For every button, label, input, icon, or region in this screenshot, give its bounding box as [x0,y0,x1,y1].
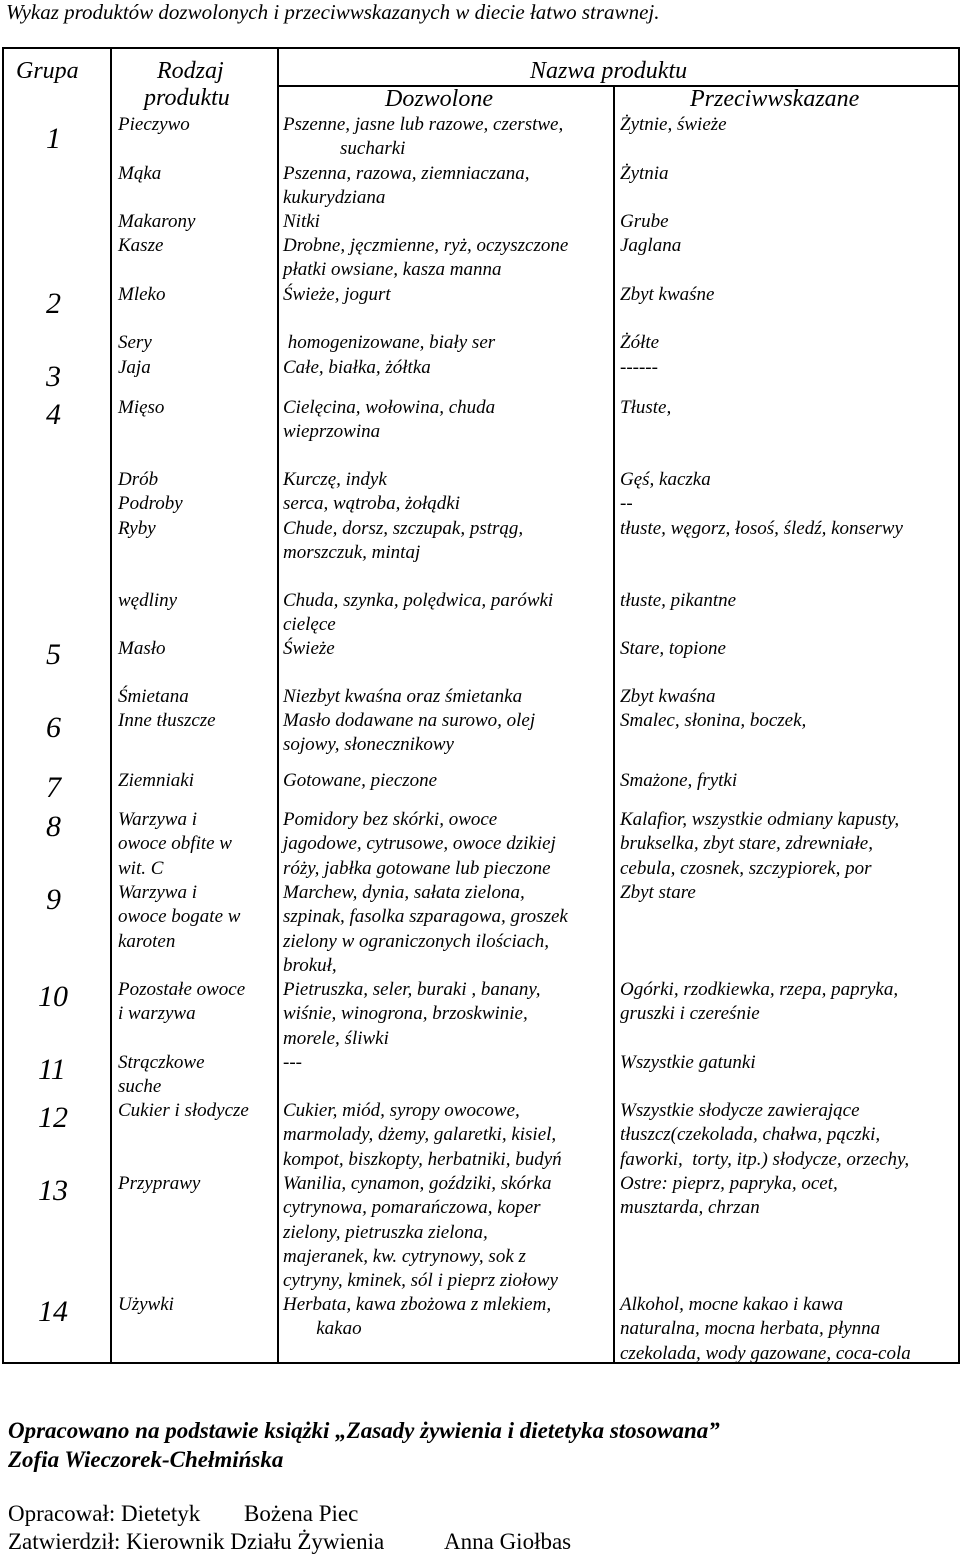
product-type-cell-line: Śmietana [118,686,189,707]
product-type-cell [118,162,161,186]
forbidden-cell-line: Grube [620,211,669,232]
forbidden-cell-line: Zbyt kwaśne [620,284,715,305]
product-type-cell [118,396,164,420]
forbidden-cell-line: Wszystkie gatunki [620,1052,756,1073]
allowed-cell-line: Pszenna, razowa, ziemniaczana, [283,163,530,184]
forbidden-cell [620,162,669,186]
forbidden-cell [620,468,903,541]
product-type-cell [118,210,195,234]
table-right-border [958,47,960,1363]
allowed-cell [283,283,391,307]
allowed-cell-line: Całe, białka, żółtka [283,357,431,378]
allowed-cell-line: brokuł, [283,954,337,976]
forbidden-cell [620,283,714,307]
product-type-cell-line: owoce obfite w [118,833,232,855]
product-type-cell-line: Przyprawy [118,1173,201,1194]
product-type-cell [118,234,163,258]
product-type-cell-line: Kasze [118,235,164,256]
product-type-cell-line: owoce bogate w [118,906,241,928]
group-number: 10 [38,980,68,1013]
document-title: Wykaz produktów dozwolonych i przeciwwskazanych w diecie łatwo strawnej. [6,0,660,24]
forbidden-cell [620,356,658,380]
allowed-cell-line: cytrynowa, pomarańczowa, koper [283,1197,541,1219]
product-type-cell-line: Używki [118,1294,174,1315]
allowed-cell [283,881,568,978]
forbidden-cell [620,331,659,355]
table-top-border [2,47,960,49]
allowed-cell-line: marmolady, dżemy, galaretki, kisiel, [283,1124,557,1146]
product-type-cell [118,113,190,137]
product-type-cell-line: wit. C [118,857,164,879]
product-type-cell-line: Mięso [118,397,165,418]
allowed-cell-line: Wanilia, cynamon, goździki, skórka [283,1173,552,1194]
allowed-cell [283,1051,302,1075]
forbidden-cell-line: -- [620,493,633,515]
source-line-1: Opracowano na podstawie książki „Zasady żywienia i dietetyka stosowana” [8,1418,720,1443]
product-type-cell [118,356,151,380]
allowed-cell-line: kakao [283,1318,362,1340]
allowed-cell-line: homogenizowane, biały ser [283,332,496,353]
allowed-cell-line: Świeże [283,638,335,659]
allowed-cell [283,162,529,211]
product-type-cell-line: Makarony [118,211,196,232]
group-number: 12 [38,1101,68,1134]
allowed-cell [283,234,568,283]
forbidden-cell [620,978,898,1027]
allowed-cell-line: Chuda, szynka, polędwica, parówki [283,590,554,611]
allowed-cell-line: majeranek, kw. cytrynowy, sok z [283,1245,526,1267]
product-type-cell-line: Mleko [118,284,166,305]
product-type-cell [118,637,166,661]
forbidden-cell-line: Ogórki, rzodkiewka, rzepa, papryka, [620,979,899,1000]
approved-name: Anna Giołbas [444,1529,572,1554]
product-type-cell-line: suche [118,1076,162,1098]
forbidden-cell-line: Zbyt kwaśna [620,686,716,707]
allowed-cell [283,685,522,709]
allowed-cell [283,637,335,661]
allowed-cell-line: zielony w ograniczonych ilościach, [283,930,549,952]
forbidden-cell-line: naturalna, mocna herbata, płynna [620,1318,881,1340]
allowed-cell-line: sucharki [283,138,406,160]
allowed-cell-line: --- [283,1052,302,1073]
allowed-cell-line: wieprzowina [283,421,381,443]
product-type-cell [118,685,189,709]
allowed-cell-line: Pomidory bez skórki, owoce [283,809,498,830]
forbidden-cell-line: cebula, czosnek, szczypiorek, por [620,857,872,879]
group-number: 1 [46,122,61,155]
group-number: 5 [46,638,61,671]
allowed-cell-line: Pietruszka, seler, buraki , banany, [283,979,541,1000]
product-type-cell-line: wędliny [118,590,178,611]
forbidden-cell-line: Tłuste, [620,397,672,418]
allowed-cell-line: Cukier, miód, syropy owocowe, [283,1100,520,1121]
forbidden-cell [620,589,736,613]
allowed-cell [283,396,495,445]
product-type-cell [118,331,152,355]
allowed-cell-line: sojowy, słonecznikowy [283,734,454,756]
header-type-line1: Rodzaj [157,58,224,84]
allowed-cell-line: płatki owsiane, kasza manna [283,259,502,281]
forbidden-cell-line: Żytnia [620,163,669,184]
column-divider-allowed [613,85,615,1363]
source-line-2: Zofia Wieczorek-Chełmińska [8,1447,284,1472]
allowed-cell-line: cytryny, kminek, sól i pieprz ziołowy [283,1270,558,1292]
product-type-cell-line: Warzywa i [118,882,198,903]
allowed-cell [283,113,563,162]
group-number: 6 [46,711,61,744]
forbidden-cell [620,1293,911,1366]
product-type-cell [118,589,177,613]
forbidden-cell [620,769,737,793]
allowed-cell-line: róży, jabłka gotowane lub pieczone [283,857,551,879]
forbidden-cell-line: Wszystkie słodycze zawierające [620,1100,860,1121]
forbidden-cell-line: tłuste, węgorz, łosoś, śledź, konserwy [620,517,903,539]
forbidden-cell-line: Żytnie, świeże [620,114,727,135]
group-number: 9 [46,883,61,916]
group-number: 4 [46,398,61,431]
forbidden-cell [620,1051,756,1075]
allowed-cell-line: Gotowane, pieczone [283,770,438,791]
prepared-label: Opracował: Dietetyk [8,1501,201,1526]
forbidden-cell-line: musztarda, chrzan [620,1197,760,1219]
table-left-border [2,47,4,1363]
forbidden-cell [620,637,726,661]
allowed-cell [283,331,495,355]
allowed-cell [283,1293,551,1342]
allowed-cell-line: cielęce [283,614,336,636]
forbidden-cell [620,113,727,137]
allowed-cell-line: Cielęcina, wołowina, chuda [283,397,496,418]
allowed-cell-line: serca, wątroba, żołądki [283,493,460,515]
allowed-cell-line: Kurczę, indyk [283,469,387,490]
allowed-cell [283,356,431,380]
group-number: 3 [46,360,61,393]
allowed-cell [283,210,320,234]
forbidden-cell-line: Smażone, frytki [620,770,738,791]
allowed-cell-line: kompot, biszkopty, herbatniki, budyń [283,1148,562,1170]
product-type-cell [118,1172,200,1196]
product-type-cell [118,1293,174,1317]
forbidden-cell-line: faworki, torty, itp.) słodycze, orzechy, [620,1148,910,1170]
prepared-name: Bożena Piec [244,1501,359,1526]
allowed-cell [283,978,541,1051]
product-type-cell-line: Masło [118,638,166,659]
allowed-cell [283,1172,558,1293]
allowed-cell [283,589,553,638]
product-type-cell-line: Cukier i słodycze [118,1100,249,1121]
allowed-cell-line: Drobne, jęczmienne, ryż, oczyszczone [283,235,569,256]
forbidden-cell [620,881,696,905]
forbidden-cell [620,210,669,234]
allowed-cell-line: Chude, dorsz, szczupak, pstrąg, [283,517,524,539]
allowed-cell-line: Nitki [283,211,320,232]
forbidden-cell [620,234,681,258]
column-divider-type [277,47,279,1363]
allowed-cell-line: zielony, pietruszka zielona, [283,1221,488,1243]
forbidden-cell [620,685,716,709]
product-type-cell-line: Warzywa i [118,809,198,830]
product-type-cell [118,978,245,1027]
approved-label: Zatwierdził: Kierownik Działu Żywienia [8,1529,385,1554]
forbidden-cell [620,709,806,733]
header-group: Grupa [16,58,79,84]
forbidden-cell-line: czekolada, wody gazowane, coca-cola [620,1342,911,1364]
allowed-cell-line: Pszenne, jasne lub razowe, czerstwe, [283,114,564,135]
product-type-cell [118,1099,249,1123]
group-number: 13 [38,1174,68,1207]
allowed-cell-line: Marchew, dynia, sałata zielona, [283,882,525,903]
forbidden-cell-line: Stare, topione [620,638,726,659]
allowed-cell-line: Masło dodawane na surowo, olej [283,710,536,731]
allowed-cell-line: jagodowe, cytrusowe, owoce dzikiej [283,833,556,855]
product-type-cell [118,808,232,881]
product-type-cell-line: karoten [118,930,176,952]
allowed-cell-line: kukurydziana [283,187,386,209]
forbidden-cell-line: Kalafior, wszystkie odmiany kapusty, [620,809,900,830]
product-type-cell-line: Jaja [118,357,151,378]
allowed-cell-line: Niezbyt kwaśna oraz śmietanka [283,686,523,707]
product-type-cell [118,283,165,307]
forbidden-cell-line: brukselka, zbyt stare, zdrewniałe, [620,833,873,855]
product-type-cell [118,468,183,541]
allowed-cell [283,468,523,565]
forbidden-cell-line: Alkohol, mocne kakao i kawa [620,1294,844,1315]
header-allowed: Dozwolone [385,86,493,112]
allowed-cell-line: morszczuk, mintaj [283,541,421,563]
forbidden-cell-line: Gęś, kaczka [620,469,711,490]
forbidden-cell-line: Żółte [620,332,660,353]
product-type-cell-line: Ziemniaki [118,770,194,791]
allowed-cell-line: wiśnie, winogrona, brzoskwinie, [283,1003,528,1025]
product-type-cell-line: i warzywa [118,1003,196,1025]
product-type-cell [118,769,194,793]
product-type-cell [118,1051,205,1100]
forbidden-cell-line: ------ [620,357,658,378]
allowed-cell-line: Herbata, kawa zbożowa z mlekiem, [283,1294,552,1315]
forbidden-cell-line: gruszki i czereśnie [620,1003,760,1025]
column-divider-group [110,47,112,1363]
allowed-cell [283,769,437,793]
product-type-cell-line: Strączkowe [118,1052,205,1073]
product-type-cell [118,709,216,733]
product-type-cell-line: Podroby [118,493,183,515]
forbidden-cell-line: Zbyt stare [620,882,696,903]
product-type-cell-line: Mąka [118,163,162,184]
product-type-cell-line: Inne tłuszcze [118,710,216,731]
allowed-cell-line: Świeże, jogurt [283,284,391,305]
allowed-cell-line: morele, śliwki [283,1027,389,1049]
product-type-cell-line: Sery [118,332,152,353]
product-type-cell-line: Ryby [118,517,156,539]
forbidden-cell-line: tłuste, pikantne [620,590,737,611]
header-forbidden: Przeciwwskazane [690,86,860,112]
forbidden-cell [620,396,671,420]
allowed-cell [283,808,556,881]
forbidden-cell [620,1172,838,1221]
forbidden-cell-line: Smalec, słonina, boczek, [620,710,807,731]
forbidden-cell [620,808,899,881]
allowed-cell [283,1099,562,1172]
product-type-cell-line: Pozostałe owoce [118,979,246,1000]
forbidden-cell-line: tłuszcz(czekolada, chałwa, pączki, [620,1124,881,1146]
group-number: 11 [38,1053,66,1086]
product-type-cell [118,881,240,954]
forbidden-cell-line: Jaglana [620,235,682,256]
header-name: Nazwa produktu [530,58,688,84]
allowed-cell [283,709,535,758]
forbidden-cell-line: Ostre: pieprz, papryka, ocet, [620,1173,838,1194]
group-number: 8 [46,810,61,843]
product-type-cell-line: Pieczywo [118,114,190,135]
forbidden-cell [620,1099,909,1172]
product-type-cell-line: Drób [118,469,159,490]
group-number: 14 [38,1295,68,1328]
group-number: 2 [46,287,61,320]
group-number: 7 [46,771,61,804]
header-type-line2: produktu [144,85,230,111]
allowed-cell-line: szpinak, fasolka szparagowa, groszek [283,906,568,928]
